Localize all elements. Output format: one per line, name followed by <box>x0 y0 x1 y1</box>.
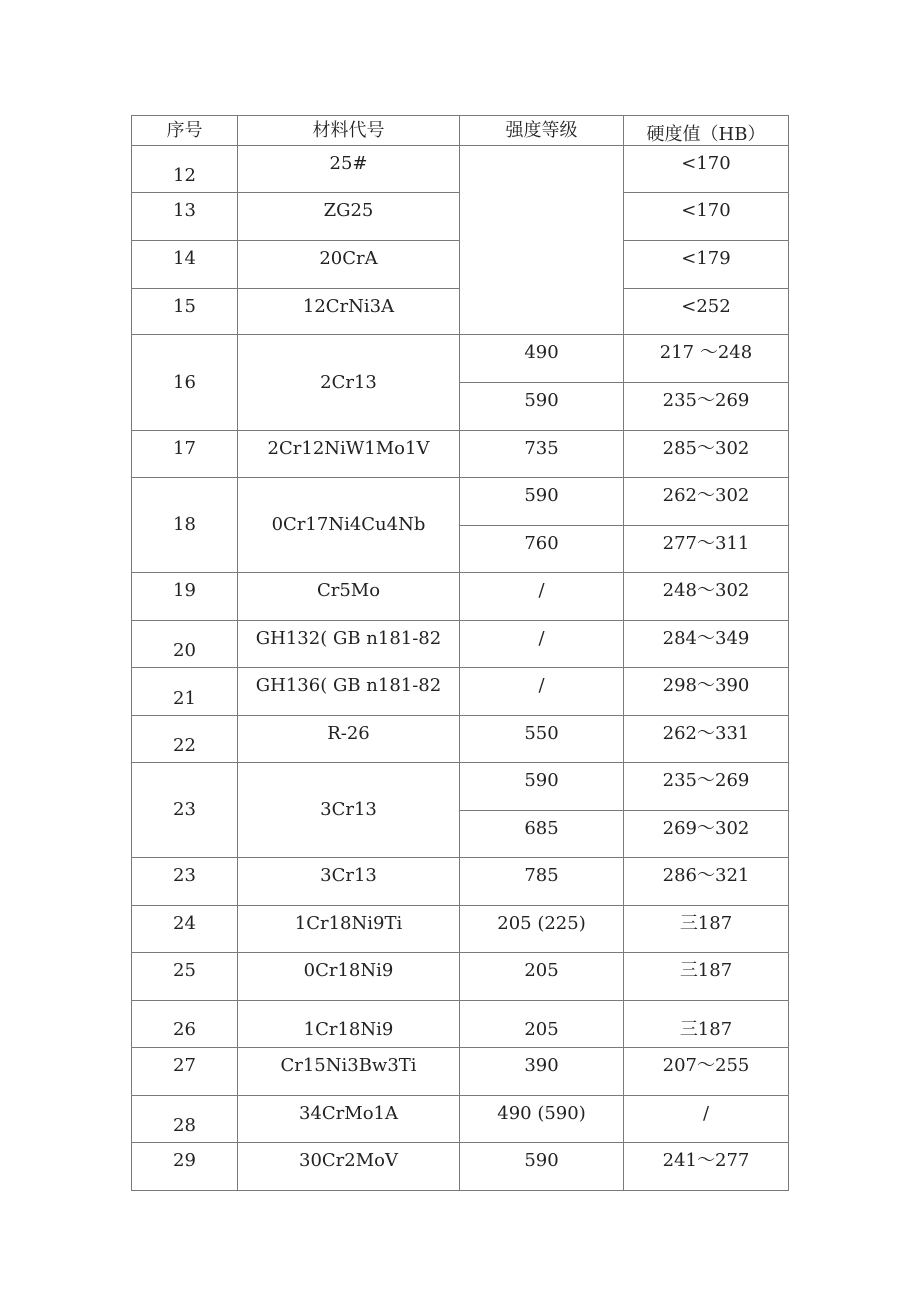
table-row <box>132 906 789 953</box>
cell-strength: 590 <box>460 383 624 431</box>
cell-strength: 490 <box>460 335 624 383</box>
cell-seq: 22 <box>132 716 238 763</box>
cell-hardness: 262～331 <box>624 716 789 763</box>
table-row <box>132 573 789 621</box>
table-row <box>132 335 789 383</box>
cell-strength: 590 <box>460 763 624 811</box>
cell-strength: 490 (590) <box>460 1096 624 1143</box>
cell-hardness: 241～277 <box>624 1143 789 1191</box>
cell-strength: 760 <box>460 526 624 573</box>
cell-seq: 26 <box>132 1001 238 1048</box>
table-row <box>132 716 789 763</box>
cell-seq: 29 <box>132 1143 238 1191</box>
cell-hardness: 217 ～248 <box>624 335 789 383</box>
cell-material: 0Cr18Ni9 <box>238 953 460 1001</box>
cell-strength: 685 <box>460 811 624 858</box>
cell-hardness: <170 <box>624 146 789 193</box>
table-row <box>132 1001 789 1048</box>
materials-table <box>131 115 789 1191</box>
cell-strength: / <box>460 573 624 621</box>
header-material: 材料代号 <box>238 116 460 146</box>
cell-hardness: 269～302 <box>624 811 789 858</box>
cell-material: 34CrMo1A <box>238 1096 460 1143</box>
table-row <box>132 431 789 478</box>
cell-hardness: 298～390 <box>624 668 789 716</box>
table-row <box>132 1096 789 1143</box>
cell-hardness: <170 <box>624 193 789 241</box>
table-row <box>132 953 789 1001</box>
cell-material: 1Cr18Ni9 <box>238 1001 460 1048</box>
header-seq: 序号 <box>132 116 238 146</box>
cell-material: GH132( GB n181-82 <box>238 621 460 668</box>
cell-seq: 23 <box>132 763 238 858</box>
cell-hardness: / <box>624 1096 789 1143</box>
cell-material: 2Cr13 <box>238 335 460 431</box>
cell-material: GH136( GB n181-82 <box>238 668 460 716</box>
cell-seq: 12 <box>132 146 238 193</box>
table-row <box>132 858 789 906</box>
cell-material: 0Cr17Ni4Cu4Nb <box>238 478 460 573</box>
cell-hardness: 三187 <box>624 953 789 1001</box>
cell-hardness: <179 <box>624 241 789 289</box>
table-row <box>132 146 789 193</box>
cell-hardness: 262～302 <box>624 478 789 526</box>
table-row <box>132 1048 789 1096</box>
cell-material: R-26 <box>238 716 460 763</box>
cell-seq: 20 <box>132 621 238 668</box>
cell-material: 12CrNi3A <box>238 289 460 335</box>
cell-hardness: 285～302 <box>624 431 789 478</box>
cell-strength: / <box>460 621 624 668</box>
cell-seq: 16 <box>132 335 238 431</box>
cell-hardness: 286～321 <box>624 858 789 906</box>
cell-hardness: 277～311 <box>624 526 789 573</box>
cell-strength: 205 <box>460 953 624 1001</box>
cell-hardness: 三187 <box>624 906 789 953</box>
cell-seq: 23 <box>132 858 238 906</box>
cell-seq: 17 <box>132 431 238 478</box>
cell-strength: 735 <box>460 431 624 478</box>
cell-seq: 15 <box>132 289 238 335</box>
cell-strength: 590 <box>460 1143 624 1191</box>
cell-strength: 390 <box>460 1048 624 1096</box>
cell-strength: 205 (225) <box>460 906 624 953</box>
cell-hardness: 三187 <box>624 1001 789 1048</box>
cell-seq: 21 <box>132 668 238 716</box>
table-row <box>132 478 789 526</box>
header-strength: 强度等级 <box>460 116 624 146</box>
cell-strength: 785 <box>460 858 624 906</box>
table-row <box>132 668 789 716</box>
header-hardness: 硬度值（HB） <box>624 116 789 146</box>
cell-hardness: 235～269 <box>624 383 789 431</box>
cell-material: 3Cr13 <box>238 858 460 906</box>
table-row <box>132 621 789 668</box>
cell-material: 30Cr2MoV <box>238 1143 460 1191</box>
table-header-row <box>132 116 789 146</box>
cell-seq: 27 <box>132 1048 238 1096</box>
cell-material: Cr5Mo <box>238 573 460 621</box>
cell-hardness: <252 <box>624 289 789 335</box>
cell-seq: 28 <box>132 1096 238 1143</box>
cell-material: 20CrA <box>238 241 460 289</box>
cell-material: Cr15Ni3Bw3Ti <box>238 1048 460 1096</box>
table-row <box>132 763 789 811</box>
cell-strength: 550 <box>460 716 624 763</box>
cell-material: 1Cr18Ni9Ti <box>238 906 460 953</box>
cell-material: 25# <box>238 146 460 193</box>
cell-seq: 19 <box>132 573 238 621</box>
table-row <box>132 1143 789 1191</box>
cell-seq: 18 <box>132 478 238 573</box>
cell-material: ZG25 <box>238 193 460 241</box>
cell-strength: 205 <box>460 1001 624 1048</box>
cell-seq: 24 <box>132 906 238 953</box>
cell-hardness: 284～349 <box>624 621 789 668</box>
cell-strength: 590 <box>460 478 624 526</box>
cell-strength-empty <box>460 146 624 335</box>
cell-seq: 13 <box>132 193 238 241</box>
cell-strength: / <box>460 668 624 716</box>
cell-material: 2Cr12NiW1Mo1V <box>238 431 460 478</box>
cell-seq: 25 <box>132 953 238 1001</box>
cell-hardness: 248～302 <box>624 573 789 621</box>
cell-hardness: 235～269 <box>624 763 789 811</box>
cell-material: 3Cr13 <box>238 763 460 858</box>
cell-hardness: 207～255 <box>624 1048 789 1096</box>
cell-seq: 14 <box>132 241 238 289</box>
